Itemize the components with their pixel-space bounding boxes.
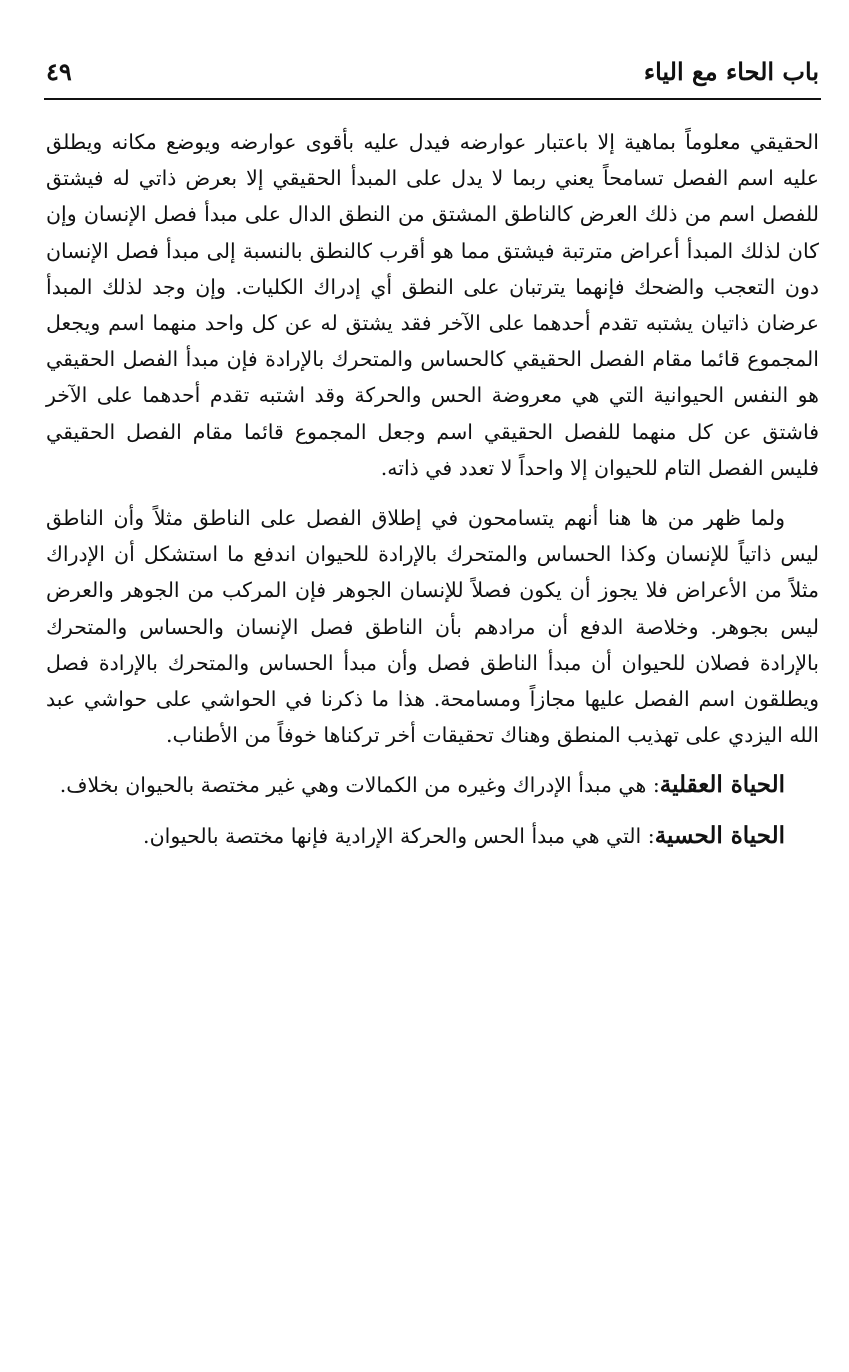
definition-term: الحياة العقلية [659, 771, 785, 799]
definition-entry-aqliyya [46, 767, 819, 803]
body-text [46, 124, 819, 854]
definition-separator: : [641, 823, 655, 848]
definition-text: التي هي مبدأ الحس والحركة الإرادية فإنها مختصة بالحيوان. [143, 823, 642, 848]
definition-separator: : [646, 773, 660, 798]
running-header-title: باب الحاء مع الياء [643, 57, 819, 86]
definition-entry-hissiyya [46, 818, 819, 854]
definition-term: الحياة الحسية [654, 821, 785, 849]
paragraph-tasamuh: ولما ظهر من ها هنا أنهم يتسامحون في إطلاق الفصل على الناطق مثلاً وأن الناطق ليس ذاتياً للإنسان وكذا الحساس والمتحرك بالإرادة للحيوان اندفع ما استشكل أن الإدراك مثلاً من الأعراض فلا يجوز أن يكون فصلاً للإنسان الجوهر فإن المركب من الجوهر والعرض ليس بجوهر. وخلاصة الدفع أن مرادهم بأن الناطق فصل الإنسان والحساس والمتحرك بالإرادة فصلان للحيوان أن مبدأ الناطق فصل وأن مبدأ الحساس والمتحرك بالإرادة فصل ويطلقون اسم الفصل عليها مجازاً ومسامحة. هذا ما ذكرنا في الحواشي على حواشي عبد الله اليزدي على تهذيب المنطق وهناك تحقيقات أخر تركناها خوفاً من الأطناب. [46, 506, 819, 748]
running-header [46, 52, 819, 92]
header-divider [44, 98, 821, 100]
definition-text: هي مبدأ الإدراك وغيره من الكمالات وهي غير مختصة بالحيوان بخلاف. [59, 773, 647, 798]
page-number: ٤٩ [46, 57, 72, 86]
paragraph-continued: الحقيقي معلوماً بماهية إلا باعتبار عوارضه فيدل عليه بأقوى عوارضه ويوضع مكانه ويطلق عليه اسم الفصل تسامحاً يعني ربما لا يدل على المبدأ الحقيقي إلا بعرض ذاتي له فيشتق للفصل اسم من ذلك العرض كالناطق المشتق من النطق الدال على مبدأ فصل الإنسان وإن كان لذلك المبدأ أعراض مترتبة فيشتق مما هو أقرب كالنطق بالنسبة إلى مبدأ فصل الإنسان دون التعجب والضحك فإنهما يترتبان على النطق أي إدراك الكليات. وإن وجد لذلك المبدأ عرضان ذاتيان يشتبه تقدم أحدهما على الآخر فقد يشتق له عن كل واحد منهما اسم ويجعل المجموع قائما مقام الفصل الحقيقي كالحساس والمتحرك بالإرادة فإن مبدأ الفصل الحقيقي هو النفس الحيوانية التي هي معروضة الحس والحركة وقد اشتبه تقدم أحدهما على الآخر فاشتق عن كل منهما للفصل الحقيقي اسم وجعل المجموع قائما مقام الفصل الحقيقي فليس الفصل التام للحيوان إلا واحداً لا تعدد في ذاته. [46, 130, 819, 480]
